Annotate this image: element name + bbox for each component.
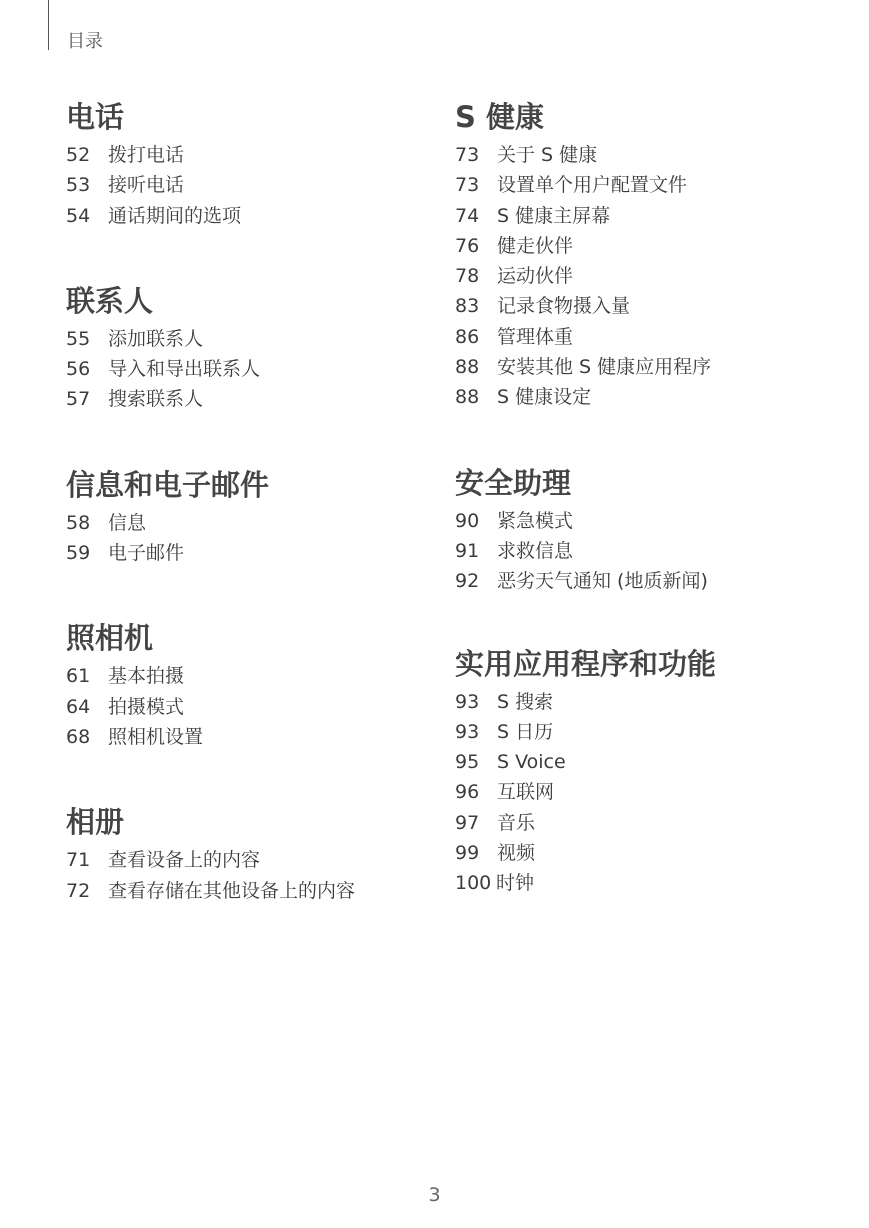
entry-page-number: 53	[66, 174, 91, 197]
entry-label: 健走伙伴	[497, 234, 574, 257]
section-title: 照相机	[66, 621, 154, 656]
entry-page-number: 91	[455, 539, 480, 562]
section-title: 实用应用程序和功能	[455, 646, 717, 681]
entry-page-number: 90	[455, 509, 480, 532]
page-header-title: 目录	[67, 31, 103, 52]
entry-page-number: 88	[455, 356, 480, 379]
entry-page-number: 99	[455, 842, 480, 865]
entry-label: 导入和导出联系人	[108, 358, 261, 381]
entry-label: 运动伙伴	[497, 265, 574, 288]
toc-entry[interactable]	[455, 808, 855, 838]
toc-entry[interactable]	[455, 231, 855, 261]
entry-page-number: 52	[66, 144, 91, 166]
section-title: 电话	[66, 100, 125, 134]
toc-entry[interactable]	[455, 261, 855, 291]
entry-label: 视频	[497, 842, 536, 865]
entry-page-number: 68	[66, 725, 91, 748]
entry-label: 搜索联系人	[108, 388, 204, 411]
entry-page-number: 73	[455, 144, 480, 166]
entry-label: S Voice	[497, 751, 566, 774]
toc-entry[interactable]	[66, 876, 426, 906]
toc-entry[interactable]	[455, 506, 855, 536]
entry-label: 互联网	[497, 781, 555, 804]
entry-page-number: 64	[66, 695, 91, 718]
toc-entry[interactable]	[455, 687, 855, 717]
toc-entry[interactable]	[455, 291, 855, 321]
toc-entry[interactable]	[66, 661, 426, 691]
entry-page-number: 72	[66, 879, 91, 902]
entry-page-number: 73	[455, 174, 480, 197]
toc-section	[66, 617, 426, 752]
toc-right-column	[455, 96, 855, 899]
page-number: 3	[428, 1184, 441, 1206]
toc-entry[interactable]	[455, 868, 855, 898]
entry-page-number: 76	[455, 234, 480, 257]
entry-label: 管理体重	[497, 325, 574, 348]
entry-label: 电子邮件	[108, 542, 185, 565]
entry-label: 添加联系人	[108, 327, 204, 350]
entry-label: 拍摄模式	[108, 695, 185, 718]
toc-section	[66, 801, 426, 906]
entry-label: 时钟	[496, 872, 535, 895]
toc-entry[interactable]	[455, 566, 855, 596]
section-title: 联系人	[66, 283, 154, 318]
entry-label: 查看存储在其他设备上的内容	[108, 879, 356, 902]
entry-page-number: 97	[455, 811, 480, 834]
toc-section	[66, 464, 426, 569]
section-title: 信息和电子邮件	[66, 467, 270, 502]
toc-section	[455, 462, 855, 597]
section-title: 安全助理	[455, 465, 572, 500]
entry-label: 恶劣天气通知 (地质新闻)	[497, 570, 708, 593]
toc-entry[interactable]	[455, 838, 855, 868]
toc-section	[66, 280, 426, 415]
entry-label: 通话期间的选项	[108, 204, 242, 227]
toc-section	[66, 96, 426, 231]
entry-label: 安装其他 S 健康应用程序	[497, 356, 712, 379]
toc-entry[interactable]	[455, 382, 855, 412]
toc-entry[interactable]	[455, 536, 855, 566]
entry-page-number: 93	[455, 720, 480, 743]
entry-page-number: 83	[455, 295, 480, 318]
toc-entry[interactable]	[66, 324, 426, 354]
toc-entry[interactable]	[66, 384, 426, 414]
section-title: S 健康	[455, 100, 544, 134]
toc-entry[interactable]	[66, 508, 426, 538]
toc-entry[interactable]	[66, 845, 426, 875]
toc-left-column	[66, 96, 426, 906]
section-title: 相册	[66, 805, 125, 840]
entry-label: 拨打电话	[108, 144, 185, 166]
toc-entry[interactable]	[455, 777, 855, 807]
entry-page-number: 95	[455, 751, 480, 774]
toc-entry[interactable]	[455, 747, 855, 777]
entry-page-number: 88	[455, 386, 480, 409]
toc-entry[interactable]	[66, 201, 426, 231]
toc-entry[interactable]	[455, 140, 855, 170]
entry-page-number: 54	[66, 204, 91, 227]
entry-label: 记录食物摄入量	[497, 295, 631, 318]
entry-label: S 日历	[497, 720, 554, 743]
toc-entry[interactable]	[455, 201, 855, 231]
entry-label: 查看设备上的内容	[108, 849, 261, 872]
toc-entry[interactable]	[66, 538, 426, 568]
toc-entry[interactable]	[455, 352, 855, 382]
entry-label: 接听电话	[108, 174, 185, 197]
entry-label: 求救信息	[497, 539, 574, 562]
entry-page-number: 57	[66, 388, 91, 411]
entry-page-number: 100	[455, 872, 492, 895]
entry-label: 基本拍摄	[108, 665, 185, 688]
toc-entry[interactable]	[66, 354, 426, 384]
entry-label: 音乐	[497, 811, 536, 834]
entry-page-number: 59	[66, 542, 91, 565]
entry-page-number: 93	[455, 690, 480, 713]
entry-label: 设置单个用户配置文件	[497, 174, 688, 197]
toc-entry[interactable]	[455, 170, 855, 200]
entry-page-number: 71	[66, 849, 91, 872]
entry-label: 信息	[108, 511, 147, 534]
entry-page-number: 56	[66, 358, 91, 381]
entry-label: 紧急模式	[497, 509, 574, 532]
entry-label: 照相机设置	[108, 725, 204, 748]
toc-entry[interactable]	[66, 140, 426, 170]
entry-page-number: 58	[66, 511, 91, 534]
toc-section	[455, 643, 855, 899]
entry-page-number: 96	[455, 781, 480, 804]
toc-entry[interactable]	[455, 322, 855, 352]
toc-section	[455, 96, 855, 413]
header-rule	[48, 0, 49, 50]
entry-label: S 健康设定	[497, 386, 592, 409]
entry-label: S 搜索	[497, 690, 554, 713]
toc-entry[interactable]	[66, 170, 426, 200]
toc-entry[interactable]	[455, 717, 855, 747]
entry-label: 关于 S 健康	[497, 144, 598, 166]
entry-label: S 健康主屏幕	[497, 204, 611, 227]
entry-page-number: 55	[66, 327, 91, 350]
entry-page-number: 74	[455, 204, 480, 227]
toc-entry[interactable]	[66, 722, 426, 752]
entry-page-number: 61	[66, 665, 91, 688]
entry-page-number: 92	[455, 570, 480, 593]
entry-page-number: 78	[455, 265, 480, 288]
entry-page-number: 86	[455, 325, 480, 348]
toc-entry[interactable]	[66, 692, 426, 722]
